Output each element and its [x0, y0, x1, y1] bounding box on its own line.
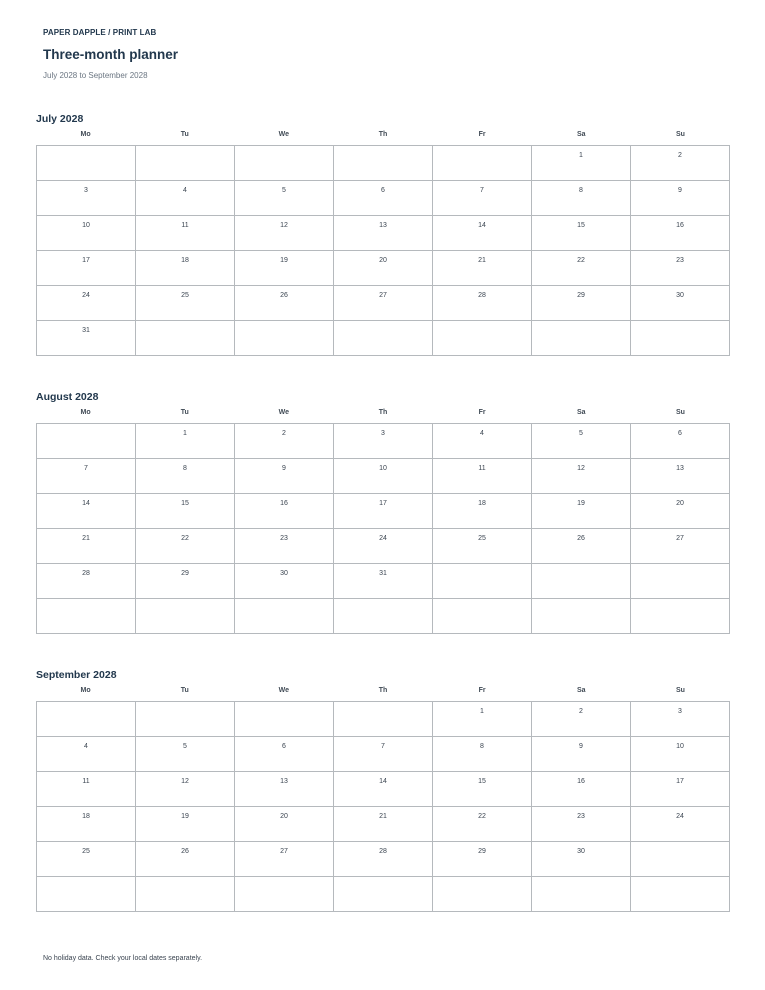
day-cell: [532, 321, 631, 356]
day-cell: 23: [532, 807, 631, 842]
weekday-label: Sa: [576, 409, 586, 416]
day-cell: 25: [37, 842, 136, 877]
day-cell: [631, 321, 730, 356]
day-cell: [532, 877, 631, 912]
weekday-header-row: [36, 131, 730, 145]
weekday-label: Mo: [80, 409, 91, 416]
day-cell: 13: [235, 772, 334, 807]
day-cell: [37, 146, 136, 181]
week-row: [37, 807, 730, 842]
week-row: [37, 286, 730, 321]
day-cell: 13: [334, 216, 433, 251]
page-title: Three-month planner: [43, 47, 179, 62]
day-cell: [334, 599, 433, 634]
day-cell: 23: [631, 251, 730, 286]
day-cell: 18: [136, 251, 235, 286]
weekday-label: We: [278, 687, 290, 694]
weekday-label: Su: [675, 409, 685, 416]
day-cell: 25: [136, 286, 235, 321]
day-cell: 21: [37, 529, 136, 564]
day-cell: [235, 599, 334, 634]
day-cell: [136, 702, 235, 737]
week-row: [37, 842, 730, 877]
day-cell: 1: [532, 146, 631, 181]
month-calendar: [36, 669, 730, 912]
weekday-label: Su: [675, 687, 685, 694]
day-cell: 20: [235, 807, 334, 842]
day-cell: 6: [334, 181, 433, 216]
day-cell: 15: [532, 216, 631, 251]
day-cell: 6: [235, 737, 334, 772]
day-cell: 27: [334, 286, 433, 321]
day-cell: 12: [235, 216, 334, 251]
week-row: [37, 251, 730, 286]
day-cell: 5: [136, 737, 235, 772]
day-cell: 22: [136, 529, 235, 564]
day-cell: 16: [532, 772, 631, 807]
day-cell: [37, 424, 136, 459]
week-row: [37, 321, 730, 356]
month-title: August 2028: [36, 391, 99, 403]
weekday-label: Sa: [576, 687, 586, 694]
day-cell: [433, 599, 532, 634]
day-cell: 30: [631, 286, 730, 321]
day-cell: 30: [235, 564, 334, 599]
day-cell: [37, 877, 136, 912]
day-cell: 22: [532, 251, 631, 286]
day-cell: [235, 146, 334, 181]
day-cell: 28: [334, 842, 433, 877]
day-cell: 18: [37, 807, 136, 842]
day-cell: [532, 564, 631, 599]
day-cell: 27: [235, 842, 334, 877]
day-cell: 17: [631, 772, 730, 807]
day-cell: 2: [532, 702, 631, 737]
day-cell: [433, 564, 532, 599]
weekday-label: We: [278, 131, 290, 138]
week-row: [37, 146, 730, 181]
day-cell: 12: [532, 459, 631, 494]
weekday-label: Mo: [80, 131, 91, 138]
footer-note: No holiday data. Check your local dates separately.: [43, 955, 203, 962]
day-cell: 31: [37, 321, 136, 356]
day-cell: 1: [433, 702, 532, 737]
day-cell: 29: [532, 286, 631, 321]
week-row: [37, 702, 730, 737]
day-cell: 16: [631, 216, 730, 251]
day-cell: 26: [235, 286, 334, 321]
weekday-label: Th: [378, 687, 388, 694]
weekday-label: Th: [378, 409, 388, 416]
weekday-label: Th: [378, 131, 388, 138]
day-cell: 10: [631, 737, 730, 772]
day-cell: 26: [532, 529, 631, 564]
month-title: July 2028: [36, 113, 84, 125]
day-cell: 19: [532, 494, 631, 529]
day-cell: 7: [37, 459, 136, 494]
day-cell: [631, 877, 730, 912]
week-row: [37, 599, 730, 634]
day-cell: 2: [235, 424, 334, 459]
day-cell: 3: [334, 424, 433, 459]
day-cell: 24: [631, 807, 730, 842]
weekday-label: Su: [675, 131, 685, 138]
day-cell: [334, 146, 433, 181]
day-cell: 8: [433, 737, 532, 772]
week-row: [37, 459, 730, 494]
day-cell: 28: [37, 564, 136, 599]
day-cell: 4: [136, 181, 235, 216]
day-cell: [136, 321, 235, 356]
day-cell: 29: [136, 564, 235, 599]
day-cell: 9: [235, 459, 334, 494]
day-cell: [37, 702, 136, 737]
day-cell: 5: [235, 181, 334, 216]
month-calendar: [36, 113, 730, 356]
weekday-label: Fr: [478, 131, 486, 138]
weekday-label: Sa: [576, 131, 586, 138]
weekday-label: Tu: [180, 687, 189, 694]
day-cell: 16: [235, 494, 334, 529]
week-row: [37, 564, 730, 599]
page-subtitle: July 2028 to September 2028: [43, 71, 148, 80]
day-cell: 21: [433, 251, 532, 286]
day-cell: 2: [631, 146, 730, 181]
day-cell: [235, 321, 334, 356]
day-cell: [631, 599, 730, 634]
day-cell: 7: [433, 181, 532, 216]
day-cell: 28: [433, 286, 532, 321]
day-cell: 10: [37, 216, 136, 251]
weekday-label: Fr: [478, 687, 486, 694]
day-cell: [37, 599, 136, 634]
day-cell: [136, 146, 235, 181]
day-cell: 30: [532, 842, 631, 877]
day-cell: 18: [433, 494, 532, 529]
day-cell: 11: [433, 459, 532, 494]
weekday-header-row: [36, 687, 730, 701]
day-cell: [433, 877, 532, 912]
day-cell: 19: [235, 251, 334, 286]
day-cell: 12: [136, 772, 235, 807]
day-cell: 1: [136, 424, 235, 459]
day-cell: [136, 599, 235, 634]
day-cell: 13: [631, 459, 730, 494]
day-cell: 31: [334, 564, 433, 599]
week-row: [37, 424, 730, 459]
day-cell: 9: [532, 737, 631, 772]
day-cell: [631, 564, 730, 599]
day-cell: 14: [334, 772, 433, 807]
brand-label: PAPER DAPPLE / PRINT LAB: [43, 28, 157, 37]
day-cell: 14: [37, 494, 136, 529]
week-row: [37, 494, 730, 529]
week-row: [37, 772, 730, 807]
week-row: [37, 181, 730, 216]
day-cell: 27: [631, 529, 730, 564]
calendar-grid: [36, 701, 730, 912]
day-cell: 3: [37, 181, 136, 216]
day-cell: 24: [37, 286, 136, 321]
day-cell: 26: [136, 842, 235, 877]
day-cell: 8: [136, 459, 235, 494]
day-cell: 21: [334, 807, 433, 842]
day-cell: 15: [433, 772, 532, 807]
week-row: [37, 216, 730, 251]
day-cell: 22: [433, 807, 532, 842]
day-cell: 15: [136, 494, 235, 529]
week-row: [37, 737, 730, 772]
day-cell: 19: [136, 807, 235, 842]
day-cell: [235, 877, 334, 912]
day-cell: 11: [136, 216, 235, 251]
day-cell: 4: [433, 424, 532, 459]
day-cell: 20: [334, 251, 433, 286]
day-cell: 17: [37, 251, 136, 286]
day-cell: 9: [631, 181, 730, 216]
day-cell: 20: [631, 494, 730, 529]
day-cell: [334, 321, 433, 356]
day-cell: 7: [334, 737, 433, 772]
day-cell: 10: [334, 459, 433, 494]
day-cell: 23: [235, 529, 334, 564]
month-title: September 2028: [36, 669, 117, 681]
day-cell: 4: [37, 737, 136, 772]
day-cell: [631, 842, 730, 877]
day-cell: [433, 321, 532, 356]
weekday-header-row: [36, 409, 730, 423]
day-cell: 29: [433, 842, 532, 877]
day-cell: 11: [37, 772, 136, 807]
day-cell: 3: [631, 702, 730, 737]
day-cell: 6: [631, 424, 730, 459]
weekday-label: Mo: [80, 687, 91, 694]
weekday-label: We: [278, 409, 290, 416]
day-cell: 14: [433, 216, 532, 251]
day-cell: 5: [532, 424, 631, 459]
day-cell: 24: [334, 529, 433, 564]
weekday-label: Tu: [180, 131, 189, 138]
day-cell: [334, 877, 433, 912]
calendar-grid: [36, 423, 730, 634]
day-cell: 17: [334, 494, 433, 529]
day-cell: [235, 702, 334, 737]
weekday-label: Tu: [180, 409, 189, 416]
day-cell: 8: [532, 181, 631, 216]
week-row: [37, 529, 730, 564]
day-cell: [136, 877, 235, 912]
calendar-grid: [36, 145, 730, 356]
day-cell: [532, 599, 631, 634]
week-row: [37, 877, 730, 912]
day-cell: [334, 702, 433, 737]
day-cell: [433, 146, 532, 181]
day-cell: 25: [433, 529, 532, 564]
month-calendar: [36, 391, 730, 634]
weekday-label: Fr: [478, 409, 486, 416]
